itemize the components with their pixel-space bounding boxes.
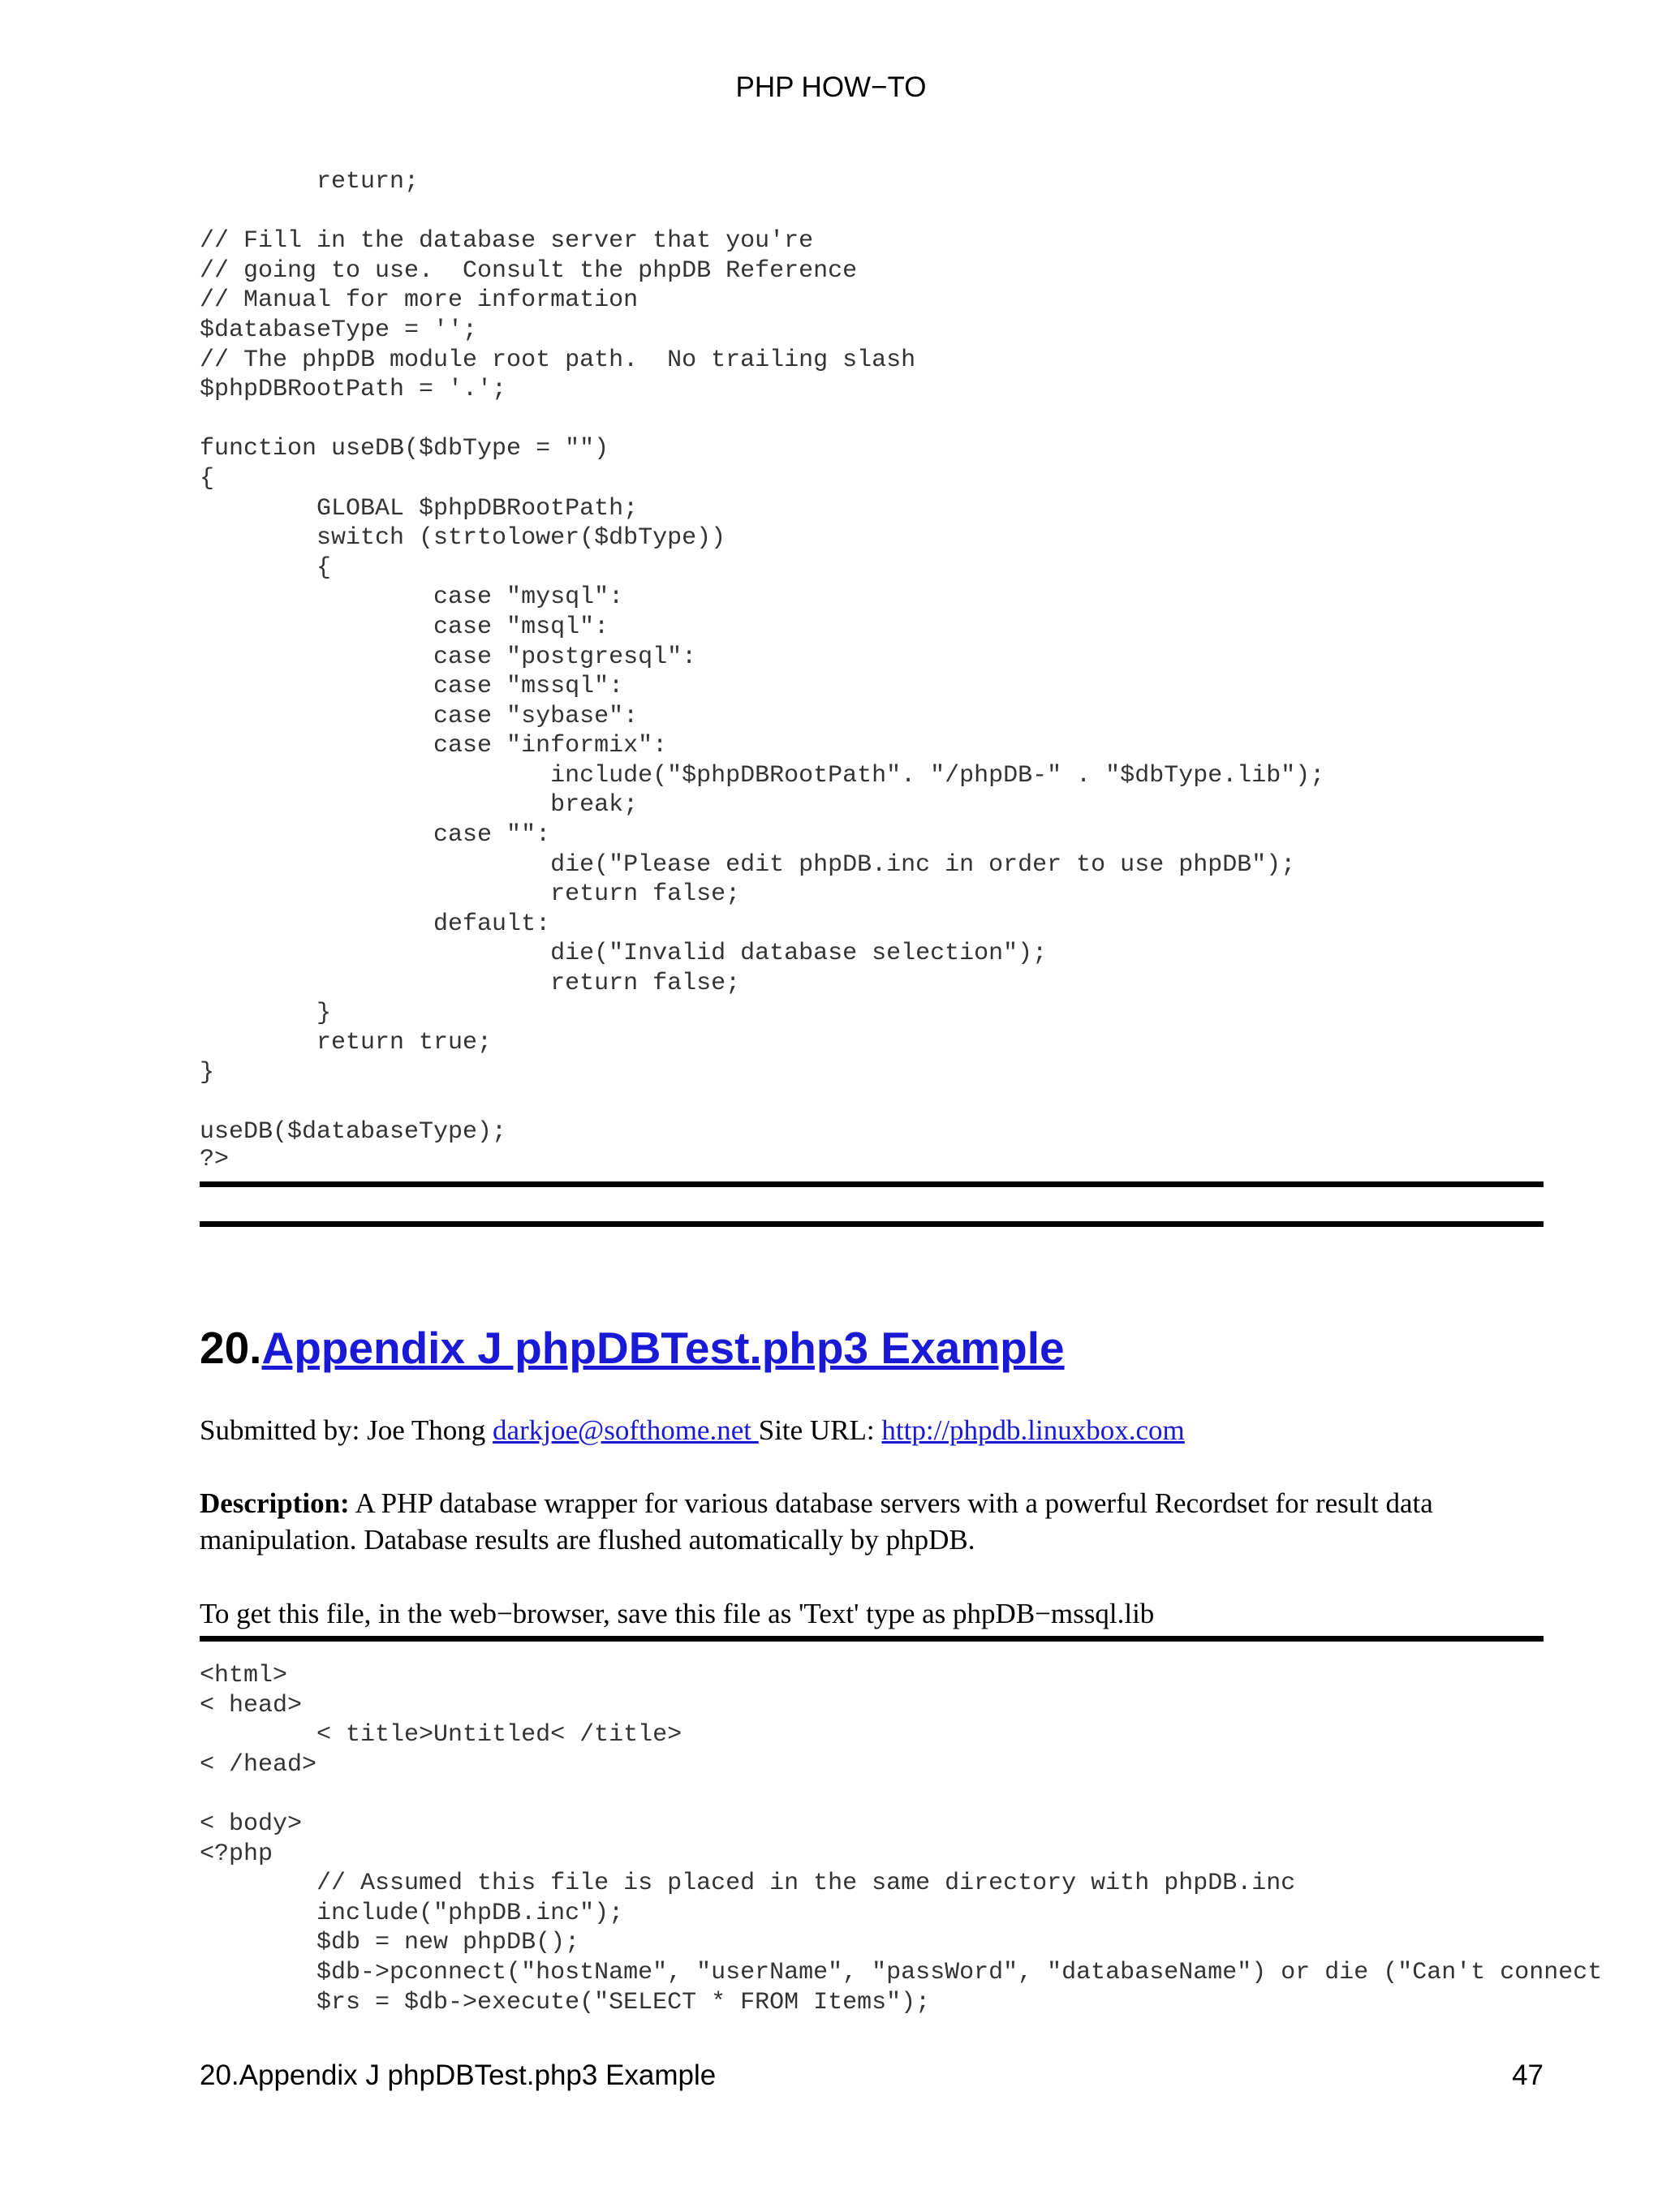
- code-block-phpdb-inc: [200, 167, 1324, 1147]
- page-header: PHP HOW−TO: [735, 71, 927, 103]
- section-title-link[interactable]: Appendix J phpDBTest.php3 Example: [261, 1323, 1065, 1373]
- horizontal-rule: [200, 1636, 1544, 1642]
- author-email-link[interactable]: darkjoe@softhome.net: [493, 1414, 759, 1446]
- code-block-body: return; // Fill in the database server that you're // going to use. Consult the phpDB Reference // Manual for more information $databaseType = ''; // The phpDB module root path. No trailing slash $phpDBRootPath = '.'; function useDB($dbType = "") { GLOBAL $phpDBRootPath; switch (strtolower($dbType)) { case "mysql": case "msql": case "postgresql": case "mssql": case "sybase": case "informix": include("$phpDBRootPath". "/phpDB-" . "$dbType.lib"); break; case "": die("Please edit phpDB.inc in order to use phpDB"); return false; default: die("Invalid database selection"); return false; } return true; } useDB($databaseType);: [200, 168, 1325, 1146]
- section-number: 20.: [200, 1323, 262, 1373]
- horizontal-rule: [200, 1221, 1544, 1227]
- page-number: 47: [1512, 2059, 1544, 2091]
- code-closing-tag: ?>: [200, 1146, 230, 1173]
- submitted-label: Submitted by: Joe Thong: [200, 1414, 493, 1446]
- description-paragraph: [200, 1485, 1544, 1558]
- code-block-body: <html> < head> < title>Untitled< /title> < /head> < body> <?php // Assumed this file is placed in the same directory with phpDB.inc include("phpDB.inc"); $db = new phpDB(); $db->pconnect("hostName", "userName", "passWord", "databaseName") or die ("Can't connect $rs = $db->execute("SELECT * FROM Items");: [200, 1662, 1603, 2016]
- get-file-instruction: To get this file, in the web−browser, save this file as 'Text' type as phpDB−mssql.lib: [200, 1598, 1155, 1629]
- site-url-link[interactable]: http://phpdb.linuxbox.com: [881, 1414, 1185, 1446]
- submitted-by-line: [200, 1412, 1544, 1448]
- footer-section-label: 20.Appendix J phpDBTest.php3 Example: [200, 2059, 717, 2091]
- code-block-phpdbtest: [200, 1661, 1602, 2017]
- section-heading: [200, 1321, 1065, 1375]
- horizontal-rule: [200, 1181, 1544, 1187]
- site-url-label: Site URL:: [758, 1414, 882, 1446]
- description-label: Description:: [200, 1487, 350, 1519]
- description-text: A PHP database wrapper for various database servers with a powerful Recordset for result data manipulation. Database results are flushed automatically by phpDB.: [200, 1487, 1433, 1556]
